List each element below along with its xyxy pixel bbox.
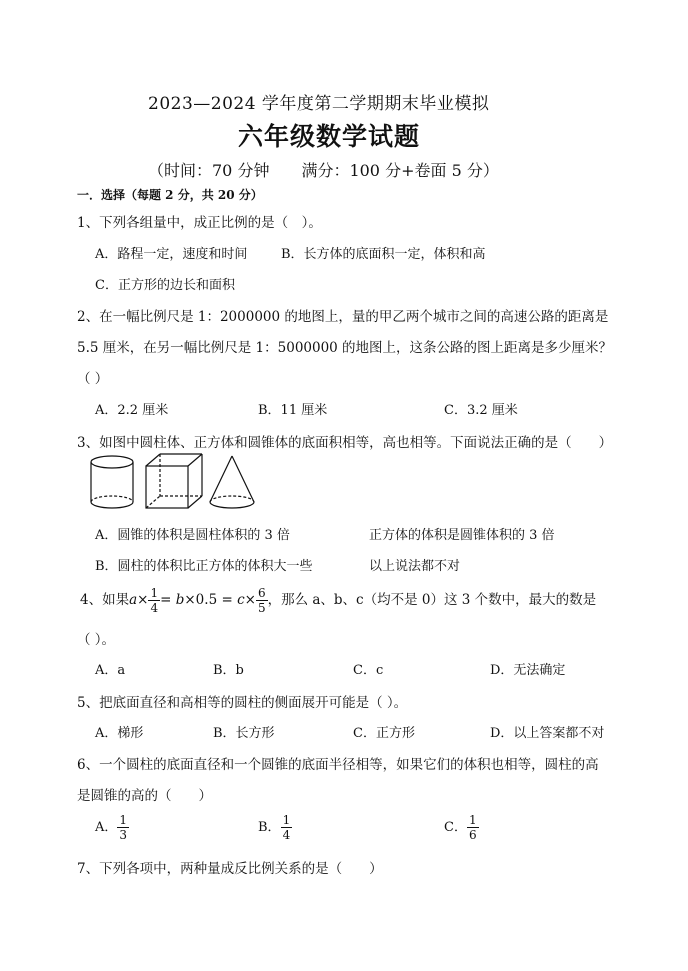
fraction-numerator: 1 bbox=[150, 586, 159, 600]
page-title: 六年级数学试题 bbox=[238, 122, 421, 151]
fraction-numerator: 1 bbox=[468, 813, 477, 827]
question-2-line-1: 2、在一幅比例尺是 1：2000000 的地图上，量的甲乙两个城市之间的高速公路的距离是 bbox=[77, 309, 609, 325]
question-6-option-b bbox=[258, 812, 292, 844]
question-4-prefix: 4、如果 bbox=[80, 592, 130, 608]
question-4-line-2: （ ）。 bbox=[77, 632, 116, 648]
question-2-line-3: （ ） bbox=[77, 371, 109, 387]
option-label: C． bbox=[444, 820, 467, 835]
var-c: c bbox=[237, 592, 245, 608]
question-5-stem: 5、把底面直径和高相等的圆柱的侧面展开可能是（ ）。 bbox=[77, 695, 408, 711]
fraction-one-third bbox=[117, 814, 129, 841]
times-sign-2: × bbox=[244, 592, 256, 608]
question-1-stem: 1、下列各组量中，成正比例的是（ ）。 bbox=[77, 215, 322, 231]
fraction-numerator: 1 bbox=[282, 813, 291, 827]
question-5-option-c: C．正方形 bbox=[353, 726, 415, 741]
cylinder-figure bbox=[91, 456, 133, 508]
question-2-option-a: A．2.2 厘米 bbox=[95, 403, 169, 418]
question-2-line-2: 5.5 厘米，在另一幅比例尺是 1：5000000 的地图上，这条公路的图上距离是多少厘米？ bbox=[77, 340, 613, 356]
fraction-numerator: 6 bbox=[257, 586, 266, 600]
equals-sign: = bbox=[160, 592, 176, 608]
var-a: a bbox=[129, 592, 138, 608]
question-5-option-a: A．梯形 bbox=[95, 726, 144, 741]
solids-figure bbox=[88, 452, 268, 514]
question-3-option-a-2: 正方体的体积是圆锥体积的 3 倍 bbox=[369, 528, 555, 543]
question-5-option-b: B．长方形 bbox=[213, 726, 275, 741]
question-4-option-c: C．c bbox=[353, 663, 384, 678]
question-6-option-a bbox=[95, 812, 129, 844]
cube-figure bbox=[146, 454, 202, 508]
question-3-option-b-2: 以上说法都不对 bbox=[369, 559, 461, 574]
exam-info: （时间：70 分钟 满分：100 分+卷面 5 分） bbox=[148, 161, 499, 180]
question-3-option-b: B．圆柱的体积比正方体的体积大一些 bbox=[95, 559, 313, 574]
question-4-option-b: B．b bbox=[213, 663, 244, 678]
option-label: A． bbox=[95, 820, 118, 835]
question-4-suffix: ，那么 a、b、c（均不是 0）这 3 个数中，最大的数是 bbox=[267, 592, 597, 608]
cone-figure bbox=[210, 456, 254, 508]
fraction-one-quarter bbox=[148, 587, 160, 614]
fraction-numerator: 1 bbox=[119, 813, 128, 827]
times-sign: × bbox=[137, 592, 149, 608]
question-6-option-c bbox=[444, 812, 479, 844]
fraction-denominator: 4 bbox=[150, 601, 159, 615]
option-label: B． bbox=[258, 820, 281, 835]
question-6-line-2: 是圆锥的高的（ ） bbox=[77, 788, 212, 804]
question-6-line-1: 6、一个圆柱的底面直径和一个圆锥的底面半径相等，如果它们的体积也相等，圆柱的高 bbox=[77, 757, 599, 773]
question-1-option-b: B．长方体的底面积一定，体积和高 bbox=[281, 247, 486, 262]
question-3-stem: 3、如图中圆柱体、正方体和圆锥体的底面积相等，高也相等。下面说法正确的是（ ） bbox=[77, 435, 613, 451]
question-2-option-c: C．3.2 厘米 bbox=[444, 403, 518, 418]
fraction-denominator: 3 bbox=[119, 828, 128, 842]
question-4-option-d: D．无法确定 bbox=[490, 663, 566, 678]
fraction-six-fifths bbox=[256, 587, 268, 614]
question-1-option-c: C．正方形的边长和面积 bbox=[95, 278, 235, 293]
exam-term-line: 2023—2024 学年度第二学期期末毕业模拟 bbox=[148, 94, 490, 114]
question-5-option-d: D．以上答案都不对 bbox=[490, 726, 605, 741]
fraction-denominator: 4 bbox=[282, 828, 291, 842]
question-4-option-a: A．a bbox=[95, 663, 126, 678]
question-3-option-a: A．圆锥的体积是圆柱体积的 3 倍 bbox=[95, 528, 290, 543]
fraction-denominator: 6 bbox=[468, 828, 477, 842]
fraction-denominator: 5 bbox=[257, 601, 266, 615]
question-2-option-b: B．11 厘米 bbox=[258, 403, 328, 418]
section-heading: 一．选择（每题 2 分，共 20 分） bbox=[77, 188, 263, 202]
question-7-stem: 7、下列各项中，两种量成反比例关系的是（ ） bbox=[77, 861, 383, 877]
fraction-one-quarter bbox=[281, 814, 293, 841]
times-point-five: ×0.5 = bbox=[184, 592, 238, 608]
fraction-one-sixth bbox=[467, 814, 479, 841]
var-b: b bbox=[175, 592, 185, 608]
question-1-option-a: A．路程一定，速度和时间 bbox=[95, 247, 248, 262]
question-4-stem bbox=[80, 582, 596, 618]
